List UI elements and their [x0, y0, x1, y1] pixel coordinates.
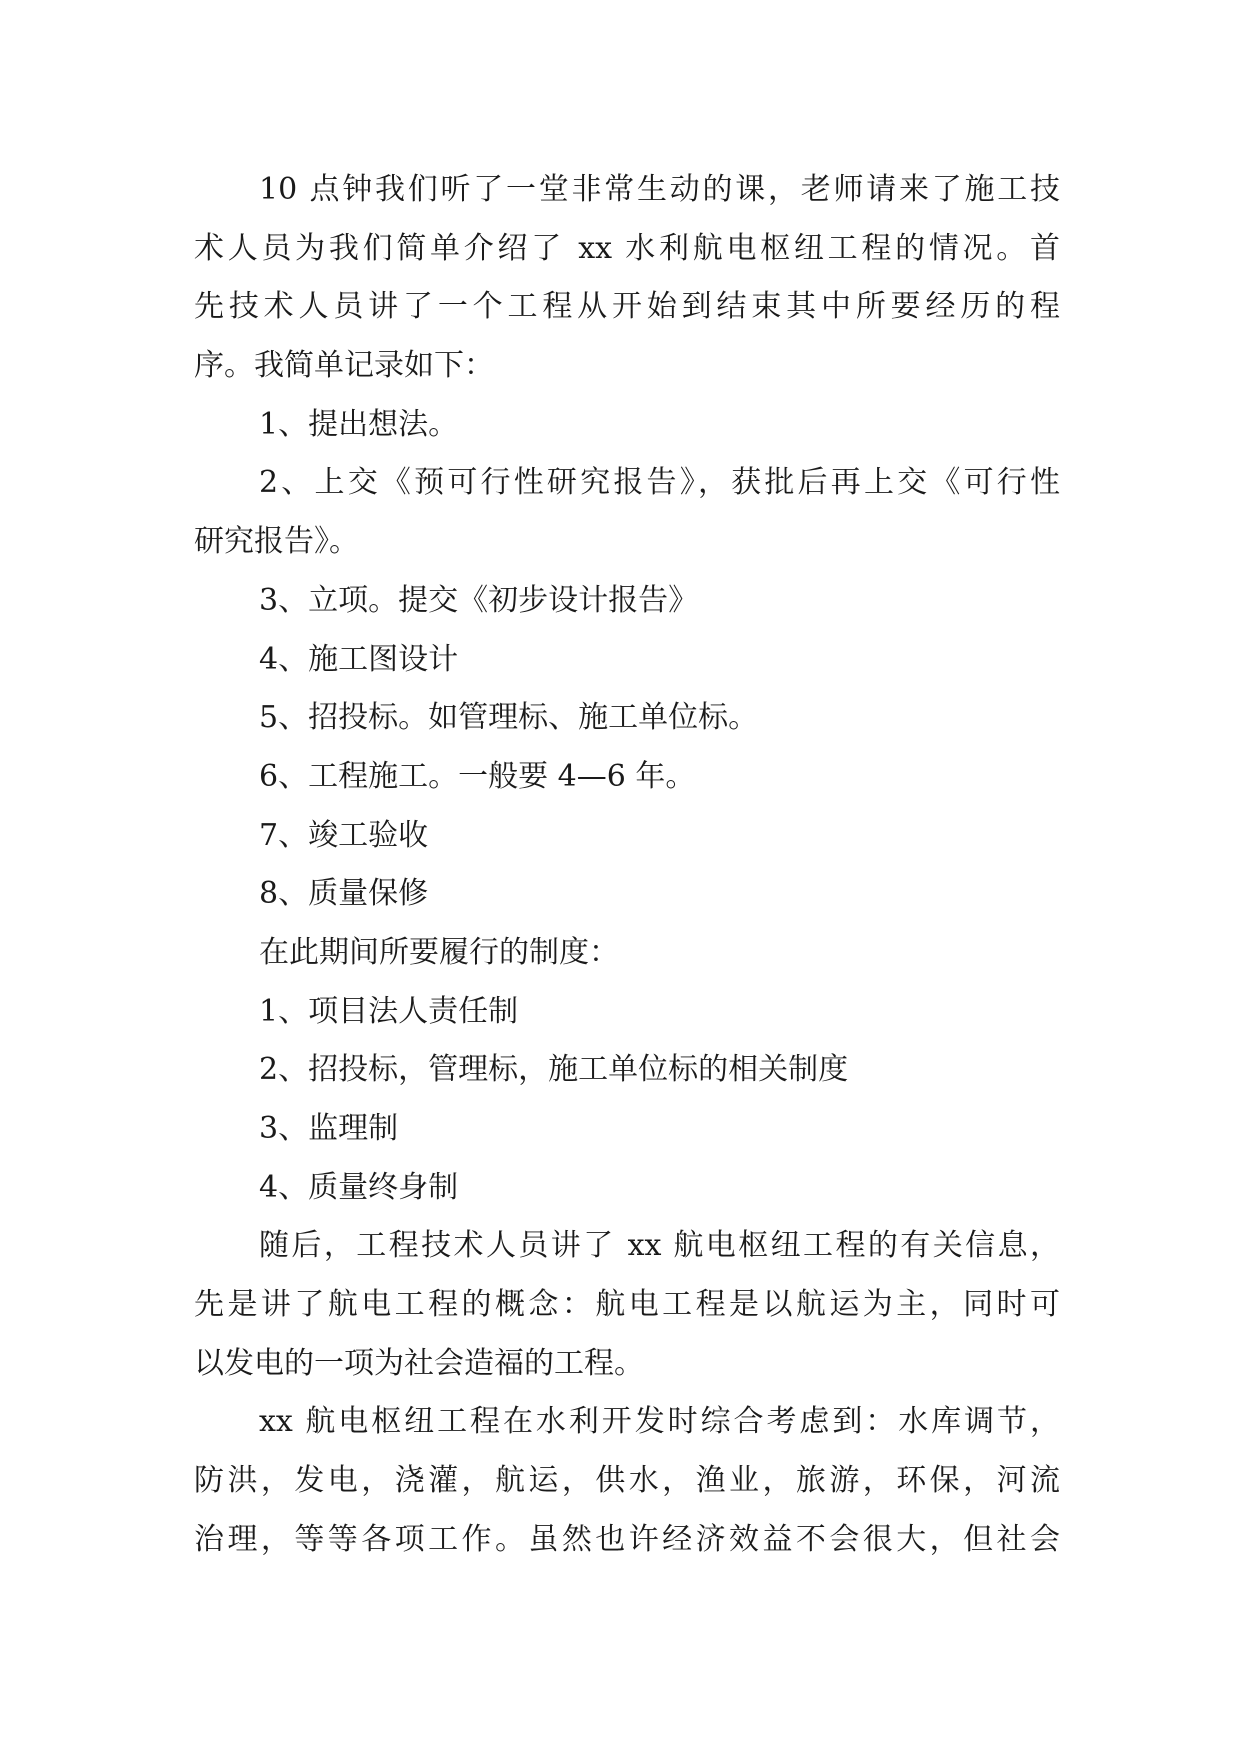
paragraph-project-info	[194, 1217, 1060, 1393]
paragraph-intro	[194, 161, 1060, 396]
text-line: 先是讲了航电工程的概念：航电工程是以航运为主，同时可	[194, 1287, 1060, 1323]
list-item	[194, 1100, 1060, 1159]
text-line: 6、工程施工。一般要 4—6 年。	[259, 758, 696, 794]
text-line: 3、监理制	[259, 1111, 399, 1146]
text-line: 10 点钟我们听了一堂非常生动的课，老师请来了施工技	[259, 172, 1060, 207]
text-line: 治理，等等各项工作。虽然也许经济效益不会很大，但社会	[194, 1521, 1060, 1557]
text-line: 7、竣工验收	[259, 817, 429, 853]
document-body	[194, 161, 1060, 1570]
text-line: 以发电的一项为社会造福的工程。	[194, 1345, 644, 1381]
text-line: 8、质量保修	[259, 876, 429, 912]
list-item	[194, 807, 1060, 866]
list-item	[194, 454, 1060, 571]
text-line: 1、提出想法。	[259, 406, 459, 442]
list-item	[194, 396, 1060, 455]
list-item	[194, 689, 1060, 748]
list-item	[194, 572, 1060, 631]
text-line: 序。我简单记录如下：	[194, 348, 494, 384]
list-item	[194, 865, 1060, 924]
text-line: 研究报告》。	[194, 524, 359, 560]
list-item	[194, 1041, 1060, 1100]
text-line: 4、施工图设计	[259, 641, 459, 677]
text-line: 3、立项。提交《初步设计报告》	[259, 582, 699, 618]
text-line: 2、上交《预可行性研究报告》，获批后再上交《可行性	[259, 465, 1060, 501]
text-line: 在此期间所要履行的制度：	[259, 934, 619, 970]
text-line: 2、招投标，管理标，施工单位标的相关制度	[259, 1052, 849, 1088]
text-line: 1、项目法人责任制	[259, 993, 519, 1029]
list-item	[194, 983, 1060, 1042]
text-line: 5、招投标。如管理标、施工单位标。	[259, 700, 759, 736]
list-item	[194, 1159, 1060, 1218]
text-line: 防洪，发电，浇灌，航运，供水，渔业，旅游，环保，河流	[194, 1463, 1060, 1499]
text-line: 术人员为我们简单介绍了 xx 水利航电枢纽工程的情况。首	[194, 230, 1060, 266]
paragraph-development	[194, 1393, 1060, 1569]
list-item	[194, 748, 1060, 807]
text-line: 4、质量终身制	[259, 1169, 459, 1205]
text-line: 先技术人员讲了一个工程从开始到结束其中所要经历的程	[194, 289, 1060, 325]
text-line: xx 航电枢纽工程在水利开发时综合考虑到：水库调节，	[259, 1404, 1060, 1440]
text-line: 随后，工程技术人员讲了 xx 航电枢纽工程的有关信息，	[259, 1228, 1060, 1264]
list-item	[194, 631, 1060, 690]
paragraph-systems-heading	[194, 924, 1060, 983]
